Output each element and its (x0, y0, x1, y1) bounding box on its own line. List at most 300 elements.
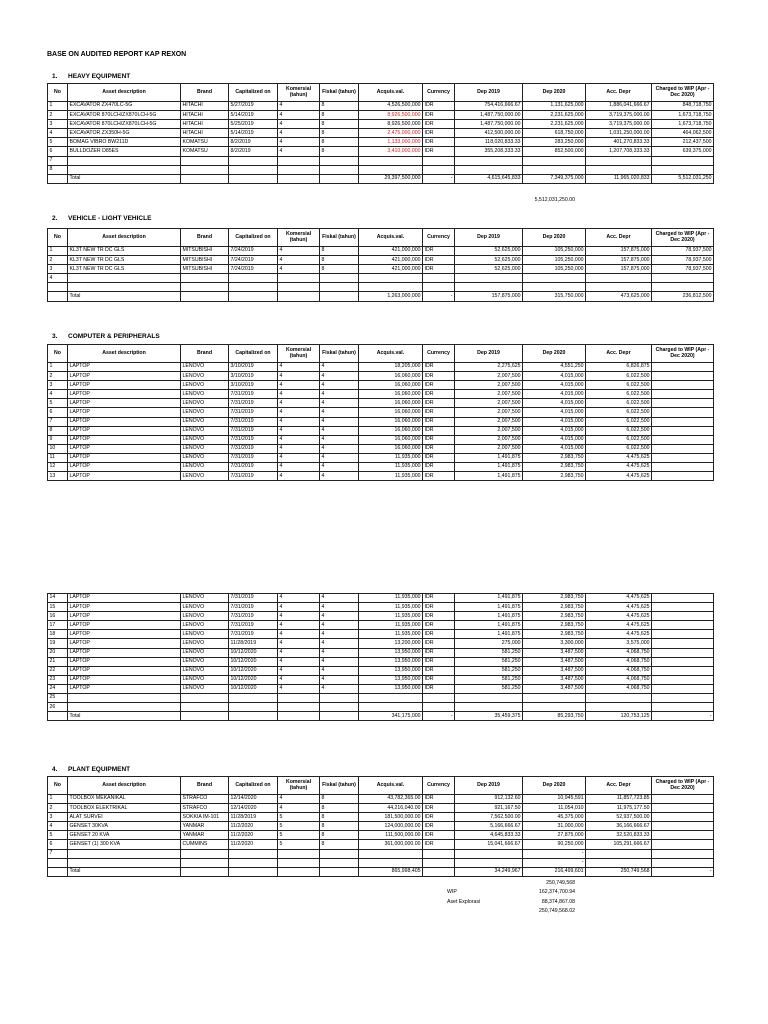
cell-d19 (455, 165, 523, 174)
cell-acc (586, 274, 652, 283)
column-header-d20: Dep 2020 (523, 84, 586, 102)
cell-fis: 8 (320, 120, 359, 129)
cell-acq: 16,060,000 (359, 390, 423, 399)
total-cell-no (48, 174, 68, 183)
cell-brand: LENOVO (181, 426, 229, 435)
total-cell-wip: 5,512,031,250 (652, 174, 714, 183)
cell-desc: LAPTOP (68, 463, 181, 472)
cell-acq (359, 165, 423, 174)
cell-kom: 4 (278, 147, 320, 156)
total-cell-brand (181, 292, 229, 301)
cell-acc (586, 283, 652, 292)
cell-fis: 4 (320, 453, 359, 462)
cell-fis: 8 (320, 138, 359, 147)
table-row (48, 639, 714, 648)
cell-desc (68, 165, 181, 174)
cell-d19: 52,625,000 (455, 247, 523, 256)
vehicle-table (47, 228, 714, 302)
cell-wip (652, 453, 714, 462)
wip-value: 162,374,700.94 (538, 889, 575, 895)
cell-fis: 4 (320, 657, 359, 666)
total-cell-d19: 34,249,967 (455, 867, 523, 876)
cell-desc: LAPTOP (68, 639, 181, 648)
cell-d19: 1,491,875 (455, 612, 523, 621)
cell-fis: 8 (320, 804, 359, 813)
cell-fis (320, 274, 359, 283)
cell-d20: 4,015,000 (523, 381, 586, 390)
cell-brand: LENOVO (181, 417, 229, 426)
column-header-wip: Charged to WIP (Apr - Dec 2020) (652, 777, 714, 795)
cell-acq: 8,926,500,000 (359, 120, 423, 129)
cell-d20: 2,983,750 (523, 453, 586, 462)
cell-cur: IDR (423, 120, 455, 129)
cell-wip (652, 283, 714, 292)
cell-desc: LAPTOP (68, 444, 181, 453)
cell-brand: LENOVO (181, 381, 229, 390)
cell-d19: 581,250 (455, 657, 523, 666)
cell-desc: BULLDOZER D85ES (68, 147, 181, 156)
cell-d20: 3,487,500 (523, 666, 586, 675)
cell-no: 3 (48, 265, 68, 274)
cell-kom (278, 165, 320, 174)
total-cell-kom (278, 867, 320, 876)
cell-kom: 4 (278, 372, 320, 381)
cell-acc: 6,022,500 (586, 381, 652, 390)
total-cell-kom (278, 174, 320, 183)
cell-desc: LAPTOP (68, 399, 181, 408)
table-row (48, 417, 714, 426)
table-row (48, 612, 714, 621)
cell-acq: 13,950,000 (359, 657, 423, 666)
cell-no: 5 (48, 399, 68, 408)
cell-cur: IDR (423, 795, 455, 804)
cell-wip (652, 372, 714, 381)
cell-acq: 111,500,000.00 (359, 831, 423, 840)
column-header-cap: Capitalized on (229, 229, 278, 247)
cell-acc: 6,022,500 (586, 417, 652, 426)
cell-acq (359, 703, 423, 712)
cell-cap: 7/31/2019 (229, 463, 278, 472)
cell-cur: IDR (423, 463, 455, 472)
cell-desc: LAPTOP (68, 381, 181, 390)
cell-wip (652, 657, 714, 666)
cell-cap: 3/10/2019 (229, 381, 278, 390)
cell-acq: 13,200,000 (359, 639, 423, 648)
cell-wip (652, 363, 714, 372)
section-number: 2. (52, 215, 58, 222)
cell-wip (652, 594, 714, 603)
cell-d20: 3,487,500 (523, 657, 586, 666)
section-label: PLANT EQUIPMENT (68, 766, 131, 773)
cell-d20 (523, 274, 586, 283)
cell-desc (68, 703, 181, 712)
cell-cap: 7/31/2019 (229, 603, 278, 612)
cell-acq: 16,060,000 (359, 381, 423, 390)
computer-table-part-1 (47, 344, 714, 481)
cell-cur: IDR (423, 111, 455, 120)
cell-d20: - (523, 858, 586, 867)
column-header-no: No (48, 777, 68, 795)
table-row (48, 138, 714, 147)
cell-fis (320, 165, 359, 174)
cell-desc: BOMAG VIBRO BW211D (68, 138, 181, 147)
cell-brand: LENOVO (181, 630, 229, 639)
cell-acq: 11,935,000 (359, 594, 423, 603)
cell-d19: 2,007,500 (455, 390, 523, 399)
cell-d20: 4,015,000 (523, 390, 586, 399)
cell-brand: LENOVO (181, 363, 229, 372)
cell-desc: LAPTOP (68, 372, 181, 381)
column-header-acc: Acc. Depr (586, 777, 652, 795)
table-row (48, 621, 714, 630)
table-row (48, 102, 714, 111)
column-header-cap: Capitalized on (229, 84, 278, 102)
cell-fis: 4 (320, 363, 359, 372)
cell-d19: 1,487,750,000.00 (455, 111, 523, 120)
cell-cap: 11/2/2020 (229, 840, 278, 849)
cell-no: 23 (48, 675, 68, 684)
cell-acc: 6,826,875 (586, 363, 652, 372)
aset-explorasi-value: 88,374,867.08 (541, 899, 575, 905)
cell-wip (652, 703, 714, 712)
total-cell-wip: 236,812,500 (652, 292, 714, 301)
cell-d19 (455, 849, 523, 858)
column-header-brand: Brand (181, 229, 229, 247)
cell-d20: 2,983,750 (523, 603, 586, 612)
cell-kom: 4 (278, 630, 320, 639)
cell-desc (68, 274, 181, 283)
cell-brand (181, 274, 229, 283)
cell-d20 (523, 703, 586, 712)
table-row (48, 795, 714, 804)
cell-wip (652, 426, 714, 435)
cell-acq: 16,060,000 (359, 417, 423, 426)
total-cell-no (48, 712, 68, 721)
cell-wip (652, 813, 714, 822)
computer-table-part-2 (47, 593, 714, 721)
cell-cur: IDR (423, 648, 455, 657)
cell-d20: 105,250,000 (523, 265, 586, 274)
cell-desc: LAPTOP (68, 453, 181, 462)
plant-after-total: 250,749,568 (546, 880, 575, 886)
cell-cur: IDR (423, 256, 455, 265)
cell-acq: 13,950,000 (359, 666, 423, 675)
cell-desc: TOOLBOX MEKANIKAL (68, 795, 181, 804)
cell-kom (278, 694, 320, 703)
cell-desc: LAPTOP (68, 435, 181, 444)
section-label: HEAVY EQUIPMENT (68, 73, 131, 80)
cell-brand: HITACHI (181, 111, 229, 120)
cell-acc (586, 858, 652, 867)
total-cell-cur: - (423, 174, 455, 183)
cell-cur: IDR (423, 612, 455, 621)
total-cell-acq: 341,175,000 (359, 712, 423, 721)
cell-cur: IDR (423, 594, 455, 603)
cell-desc: LAPTOP (68, 666, 181, 675)
cell-d20: 45,375,000 (523, 813, 586, 822)
column-header-cap: Capitalized on (229, 345, 278, 363)
cell-acq: 11,935,000 (359, 453, 423, 462)
cell-cap: 7/31/2019 (229, 612, 278, 621)
cell-d20: 2,231,625,000 (523, 111, 586, 120)
cell-wip (652, 408, 714, 417)
cell-cap: 7/31/2019 (229, 594, 278, 603)
cell-d19: 275,000 (455, 639, 523, 648)
cell-no: 13 (48, 472, 68, 481)
cell-d19 (455, 283, 523, 292)
table-row (48, 256, 714, 265)
cell-fis: 4 (320, 390, 359, 399)
cell-brand: LENOVO (181, 399, 229, 408)
cell-d19: 5,166,666.67 (455, 822, 523, 831)
cell-acq: 2,475,000,000 (359, 129, 423, 138)
cell-cur: IDR (423, 247, 455, 256)
total-cell-fis (320, 712, 359, 721)
total-cell-cap (229, 292, 278, 301)
cell-no: 24 (48, 684, 68, 693)
cell-d20: 3,487,500 (523, 684, 586, 693)
cell-desc: GENSET (1) 300 KVA (68, 840, 181, 849)
total-cell-wip: - (652, 712, 714, 721)
cell-d19: 355,208,333.33 (455, 147, 523, 156)
cell-kom: 4 (278, 247, 320, 256)
cell-kom: 4 (278, 612, 320, 621)
cell-desc: GENSET 20 KVA (68, 831, 181, 840)
cell-cap: 8/2/2019 (229, 147, 278, 156)
cell-d20: 2,983,750 (523, 463, 586, 472)
cell-cur: IDR (423, 435, 455, 444)
cell-cap: 7/24/2019 (229, 256, 278, 265)
cell-d19 (455, 156, 523, 165)
cell-brand: MITSUBISHI (181, 247, 229, 256)
cell-acq: 421,000,000 (359, 265, 423, 274)
column-header-desc: Asset description (68, 229, 181, 247)
total-row (48, 712, 714, 721)
column-header-kom: Komersial (tahun) (278, 84, 320, 102)
cell-desc: LAPTOP (68, 472, 181, 481)
cell-brand: STRAFCO (181, 804, 229, 813)
cell-kom: 4 (278, 408, 320, 417)
cell-acq: 13,950,000 (359, 648, 423, 657)
cell-cur: IDR (423, 265, 455, 274)
cell-fis: 4 (320, 399, 359, 408)
cell-brand: HITACHI (181, 120, 229, 129)
cell-d19: 2,007,500 (455, 444, 523, 453)
cell-brand: YANMAR (181, 822, 229, 831)
column-header-kom: Komersial (tahun) (278, 345, 320, 363)
column-header-fis: Fiskal (tahun) (320, 84, 359, 102)
table-row (48, 822, 714, 831)
cell-no: 26 (48, 703, 68, 712)
cell-d19: 2,007,500 (455, 372, 523, 381)
total-cell-d19: 4,615,645,833 (455, 174, 523, 183)
cell-cap: 11/28/2019 (229, 813, 278, 822)
cell-no (48, 283, 68, 292)
cell-fis: 4 (320, 408, 359, 417)
cell-acq: 16,060,000 (359, 435, 423, 444)
cell-fis: 4 (320, 675, 359, 684)
cell-no: 19 (48, 639, 68, 648)
cell-no: 9 (48, 435, 68, 444)
table-row (48, 274, 714, 283)
cell-wip (652, 840, 714, 849)
cell-d20: 283,250,000 (523, 138, 586, 147)
total-cell-desc: Total (68, 712, 181, 721)
cell-fis: 4 (320, 417, 359, 426)
cell-cap: 10/12/2020 (229, 657, 278, 666)
column-header-acq: Acquis.val. (359, 345, 423, 363)
cell-d19: 2,007,500 (455, 426, 523, 435)
cell-cap (229, 165, 278, 174)
cell-cap: 11/28/2019 (229, 639, 278, 648)
cell-acc: 4,475,625 (586, 612, 652, 621)
cell-cur: IDR (423, 147, 455, 156)
cell-acc: 157,875,000 (586, 265, 652, 274)
total-cell-cap (229, 174, 278, 183)
cell-acc: 36,166,666.67 (586, 822, 652, 831)
cell-cur: IDR (423, 453, 455, 462)
cell-fis: 4 (320, 648, 359, 657)
cell-brand (181, 858, 229, 867)
cell-desc: EXCAVATOR ZX350H-5G (68, 129, 181, 138)
cell-no: 25 (48, 694, 68, 703)
column-header-brand: Brand (181, 777, 229, 795)
cell-kom: 4 (278, 129, 320, 138)
cell-brand: MITSUBISHI (181, 265, 229, 274)
cell-wip (652, 417, 714, 426)
cell-wip (652, 165, 714, 174)
cell-brand: KOMATSU (181, 147, 229, 156)
cell-d19: 1,491,875 (455, 594, 523, 603)
cell-d19: 1,491,875 (455, 603, 523, 612)
cell-acq (359, 283, 423, 292)
cell-cur: IDR (423, 822, 455, 831)
cell-kom: 5 (278, 840, 320, 849)
cell-cap: 7/31/2019 (229, 435, 278, 444)
cell-acq (359, 858, 423, 867)
cell-fis (320, 283, 359, 292)
cell-cur: IDR (423, 675, 455, 684)
cell-cap: 5/27/2019 (229, 102, 278, 111)
cell-desc: KL3T NEW TR DC GLS (68, 256, 181, 265)
column-header-fis: Fiskal (tahun) (320, 345, 359, 363)
cell-desc (68, 858, 181, 867)
cell-kom (278, 156, 320, 165)
cell-no (48, 858, 68, 867)
cell-d19: 2,007,500 (455, 399, 523, 408)
cell-d20: 27,875,000 (523, 831, 586, 840)
cell-acq: 11,935,000 (359, 463, 423, 472)
cell-wip (652, 274, 714, 283)
cell-d20: 2,231,625,000 (523, 120, 586, 129)
column-header-acq: Acquis.val. (359, 229, 423, 247)
cell-desc: LAPTOP (68, 648, 181, 657)
cell-no: 22 (48, 666, 68, 675)
cell-cap: 8/2/2019 (229, 138, 278, 147)
cell-d19: 754,416,666.67 (455, 102, 523, 111)
table-row (48, 129, 714, 138)
column-header-wip: Charged to WIP (Apr - Dec 2020) (652, 84, 714, 102)
cell-d19: 1,491,875 (455, 453, 523, 462)
cell-d19 (455, 274, 523, 283)
total-cell-cur: - (423, 292, 455, 301)
cell-kom: 4 (278, 138, 320, 147)
cell-d20: 4,015,000 (523, 372, 586, 381)
cell-no: 17 (48, 621, 68, 630)
cell-d19: 921,167.50 (455, 804, 523, 813)
cell-wip: 212,437,500 (652, 138, 714, 147)
table-row (48, 381, 714, 390)
total-cell-fis (320, 867, 359, 876)
total-cell-brand (181, 174, 229, 183)
total-cell-fis (320, 292, 359, 301)
cell-no: 21 (48, 657, 68, 666)
cell-fis (320, 858, 359, 867)
cell-acq: 181,500,000.00 (359, 813, 423, 822)
table-row (48, 849, 714, 858)
cell-cap: 7/31/2019 (229, 453, 278, 462)
wip-label: WIP (447, 889, 457, 895)
cell-brand: CUMMINS (181, 840, 229, 849)
table-row (48, 675, 714, 684)
cell-d20: 31,000,000 (523, 822, 586, 831)
cell-d19: 15,041,666.67 (455, 840, 523, 849)
cell-acc (586, 703, 652, 712)
cell-no: 18 (48, 630, 68, 639)
cell-brand: LENOVO (181, 621, 229, 630)
cell-no: 15 (48, 603, 68, 612)
heavy-equipment-table (47, 83, 714, 184)
cell-wip (652, 603, 714, 612)
column-header-cur: Currency (423, 84, 455, 102)
table-row (48, 408, 714, 417)
cell-cap: 5/14/2019 (229, 111, 278, 120)
cell-acc: 52,937,500.00 (586, 813, 652, 822)
cell-cap: 10/12/2020 (229, 675, 278, 684)
total-row (48, 174, 714, 183)
column-header-acc: Acc. Depr (586, 345, 652, 363)
cell-acq: 361,000,000.00 (359, 840, 423, 849)
cell-acc (586, 694, 652, 703)
cell-no: 4 (48, 274, 68, 283)
cell-no: 1 (48, 795, 68, 804)
cell-desc: LAPTOP (68, 417, 181, 426)
table-row (48, 684, 714, 693)
cell-acc: 3,719,375,000.00 (586, 120, 652, 129)
cell-wip (652, 831, 714, 840)
cell-acq: 16,060,000 (359, 408, 423, 417)
total-cell-no (48, 867, 68, 876)
cell-fis: 4 (320, 463, 359, 472)
cell-acc: 105,291,666.67 (586, 840, 652, 849)
cell-kom: 4 (278, 453, 320, 462)
column-header-brand: Brand (181, 345, 229, 363)
cell-kom (278, 274, 320, 283)
cell-wip (652, 472, 714, 481)
cell-d19: 412,500,000.00 (455, 129, 523, 138)
column-header-desc: Asset description (68, 777, 181, 795)
cell-cur: IDR (423, 390, 455, 399)
cell-cur: IDR (423, 372, 455, 381)
cell-desc (68, 283, 181, 292)
table-row (48, 390, 714, 399)
sum-value: 250,749,568.02 (538, 908, 575, 914)
cell-desc: LAPTOP (68, 426, 181, 435)
total-cell-fis (320, 174, 359, 183)
cell-brand: SOKKIA IM-101 (181, 813, 229, 822)
cell-brand: LENOVO (181, 453, 229, 462)
cell-cap (229, 156, 278, 165)
